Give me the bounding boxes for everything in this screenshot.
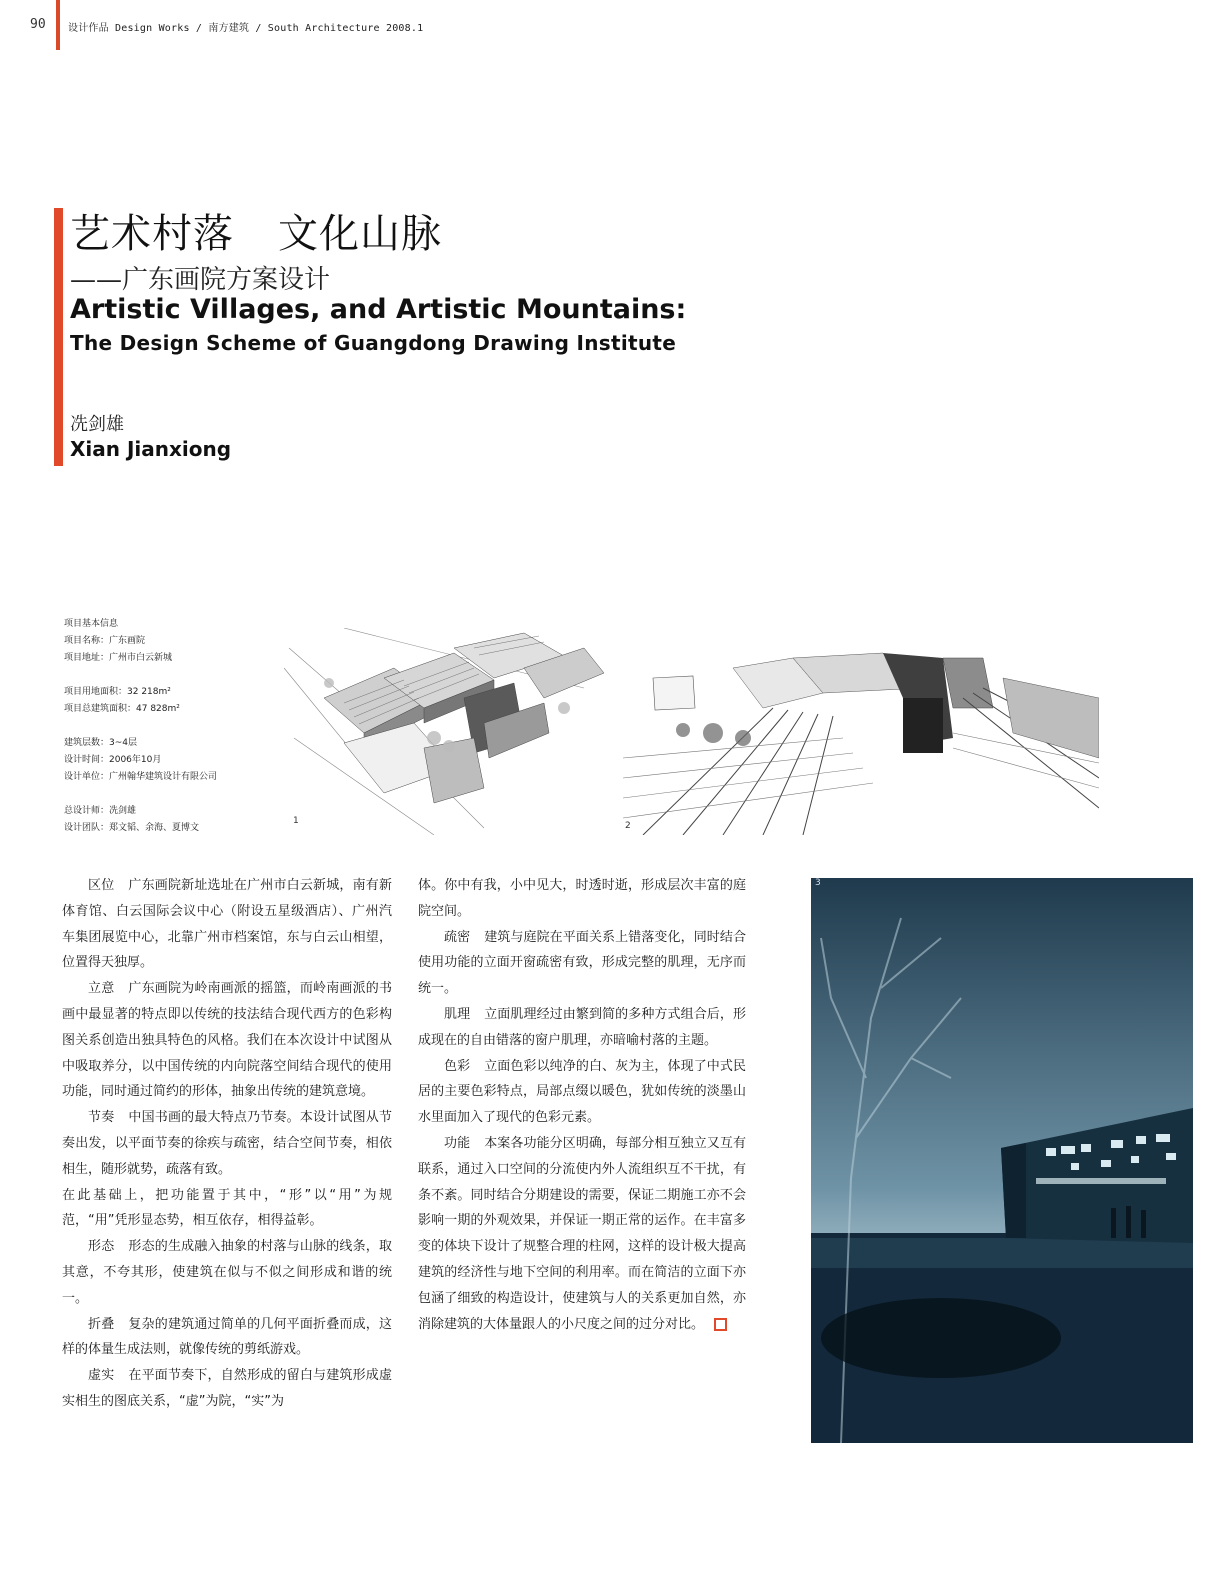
paragraph-function: 功能 本案各功能分区明确，每部分相互独立又互有联系，通过入口空间的分流使内外人流组织互不干扰，有条不紊。同时结合分期建设的需要，保证二期施工亦不会影响一期的外观效果，并保证一期正常的运作。在丰富多变的体块下设计了规整合理的柱网，这样的设计极大提高建筑的经济性与地下空间的利用率。而在简洁的立面下亦包涵了细致的构造设计，使建筑与人的关系更加自然，亦消除建筑的大体量跟人的小尺度之间的过分对比。: [418, 1135, 746, 1332]
figure-3-label: 3: [815, 878, 821, 888]
paragraph-location: 区位 广东画院新址选址在广州市白云新城，南有新体育馆、白云国际会议中心（附设五星级酒店）、广州汽车集团展览中心，北靠广州市档案馆，东与白云山相望，位置得天独厚。: [62, 878, 392, 971]
keyword: 节奏: [88, 1110, 115, 1126]
paragraph-concept: 立意 广东画院为岭南画派的摇篮，而岭南画派的书画中最显著的特点即以传统的技法结合现代西方的色彩构图关系创造出独具特色的风格。我们在本次设计中试图从中吸取养分，以中国传统的内向院落空间结合现代的使用功能，同时通过简约的形体，抽象出传统的建筑意境。: [62, 981, 392, 1100]
body-column-1: [62, 873, 392, 1415]
keyword: 立意: [88, 981, 115, 997]
figure-1-aerial-render: [284, 628, 608, 835]
keyword: 肌理: [444, 1006, 471, 1022]
keyword: 疏密: [444, 929, 471, 945]
keyword: 色彩: [444, 1058, 471, 1074]
keyword: 虚实: [88, 1368, 115, 1384]
paragraph-texture: 肌理 立面肌理经过由繁到简的多种方式组合后，形成现在的自由错落的窗户肌理，亦暗喻村落的主题。: [418, 1006, 746, 1048]
title-chinese: [70, 202, 442, 259]
title-chinese-part2: 文化山脉: [278, 211, 442, 257]
keyword: 区位: [88, 878, 115, 893]
paragraph-density: 疏密 建筑与庭院在平面关系上错落变化，同时结合使用功能的立面开窗疏密有致，形成完整的肌理，无序而统一。: [418, 929, 746, 997]
end-of-article-mark: [714, 1318, 727, 1331]
paragraph-form: 形态 形态的生成融入抽象的村落与山脉的线条，取其意，不夸其形，使建筑在似与不似之间形成和谐的统一。: [62, 1239, 392, 1306]
running-header-text: 设计作品 Design Works / 南方建筑 / South Architecture 2008.1: [68, 23, 424, 34]
project-floor-area: 项目总建筑面积：47 828m²: [64, 704, 180, 714]
keyword: 形态: [88, 1239, 115, 1255]
figure-1-label: 1: [293, 816, 299, 826]
paragraph-folding: 折叠 复杂的建筑通过简单的几何平面折叠而成，这样的体量生成法则，就像传统的剪纸游戏。: [62, 1316, 392, 1358]
paragraph-solid-void: 虚实 在平面节奏下，自然形成的留白与建筑形成虚实相生的图底关系，“虚”为院，“实”为: [62, 1368, 392, 1409]
figure-2-label: 2: [625, 821, 631, 831]
title-english: Artistic Villages, and Artistic Mountains:: [70, 294, 687, 325]
author-english: Xian Jianxiong: [70, 437, 232, 461]
project-info-heading: 项目基本信息: [64, 619, 119, 629]
subtitle-chinese: ——广东画院方案设计: [70, 265, 331, 295]
figure-2-perspective-render: [623, 638, 1099, 835]
header-accent-bar: [56, 0, 60, 50]
page-number: 90: [30, 17, 46, 32]
author-chinese: 冼剑雄: [70, 414, 124, 435]
figure-3-night-render: [811, 878, 1193, 1443]
title-chinese-part1: 艺术村落: [70, 211, 234, 257]
paragraph-rhythm: 节奏 中国书画的最大特点乃节奏。本设计试图从节奏出发，以平面节奏的徐疾与疏密，结合空间节奏，相依相生，随形就势，疏落有致。: [62, 1110, 392, 1177]
keyword: 功能: [444, 1135, 471, 1151]
body-column-2: [418, 873, 746, 1337]
project-site-area: 项目用地面积：32 218m²: [64, 687, 171, 697]
project-design-unit: 设计单位：广州翰华建筑设计有限公司: [64, 772, 218, 782]
subtitle-english: The Design Scheme of Guangdong Drawing Institute: [70, 331, 677, 355]
keyword: 折叠: [88, 1316, 115, 1332]
project-floors: 建筑层数：3~4层: [64, 738, 137, 748]
paragraph-continued: 体。你中有我，小中见大，时透时逝，形成层次丰富的庭院空间。: [418, 878, 746, 919]
project-address: 项目地址：广州市白云新城: [64, 653, 173, 663]
project-info: [64, 616, 284, 837]
title-accent-bar: [54, 208, 63, 466]
paragraph-color: 色彩 立面色彩以纯净的白、灰为主，体现了中式民居的主要色彩特点，局部点缀以暖色，犹如传统的淡墨山水里面加入了现代的色彩元素。: [418, 1058, 746, 1126]
project-design-time: 设计时间：2006年10月: [64, 755, 162, 765]
project-team: 设计团队：郑文韬、余海、夏博文: [64, 823, 200, 833]
project-name: 项目名称：广东画院: [64, 636, 146, 646]
project-chief-designer: 总设计师：冼剑雄: [64, 806, 137, 816]
paragraph-function-form: 在此基础上，把功能置于其中，“形”以“用”为规范，“用”凭形显态势，相互依存，相得益彰。: [62, 1187, 392, 1229]
